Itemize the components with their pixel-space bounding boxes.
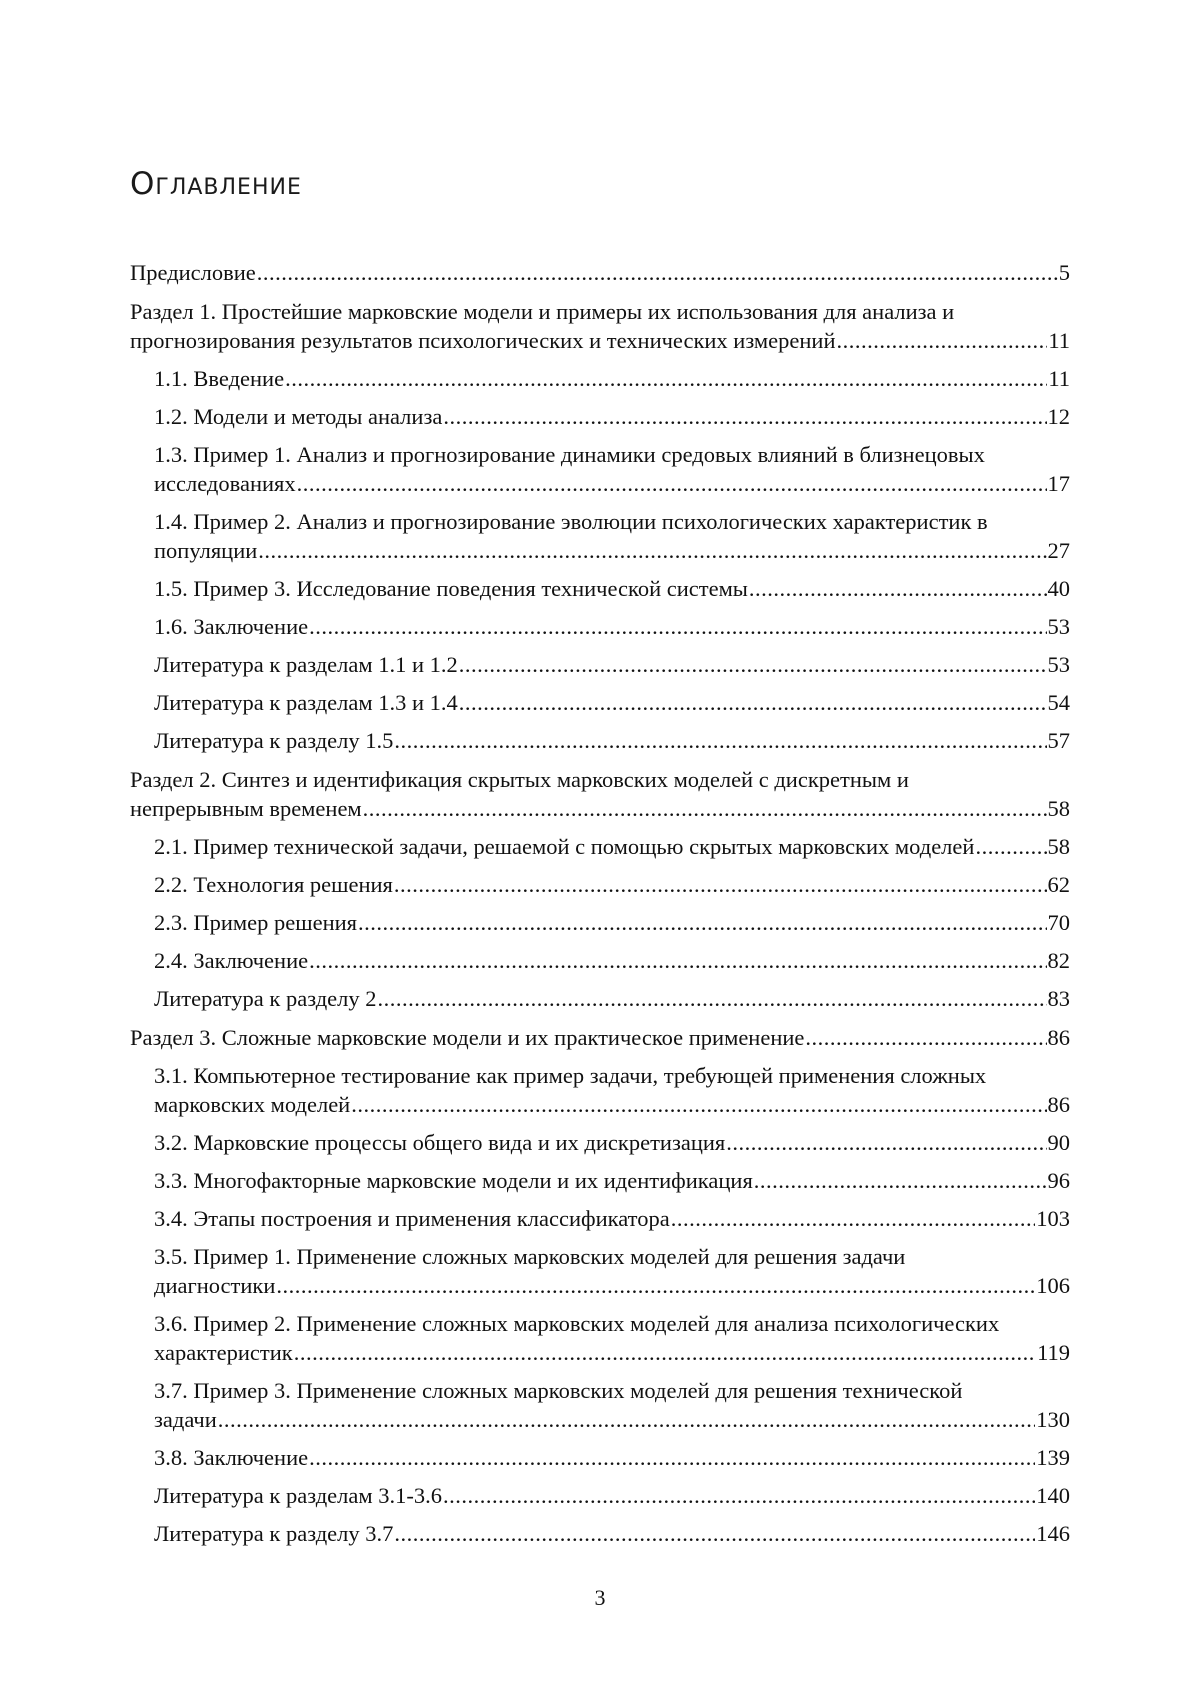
toc-subsection-entry[interactable] xyxy=(130,1309,1070,1367)
dot-leader xyxy=(218,1405,1035,1434)
toc-subsection-entry[interactable] xyxy=(130,364,1070,393)
toc-subsection-entry[interactable] xyxy=(130,1128,1070,1157)
toc-entry-row xyxy=(154,1271,1070,1300)
dot-leader xyxy=(257,258,1058,287)
toc-entry-row xyxy=(154,536,1070,565)
toc-entry-title: 1.1. Введение xyxy=(154,366,285,391)
toc-page-number: 11 xyxy=(1048,366,1070,391)
toc-entry-row xyxy=(154,402,1070,431)
toc-entry-title-line: Раздел 1. Простейшие марковские модели и примеры их использования для анализа и xyxy=(130,299,955,324)
toc-page-number: 57 xyxy=(1047,728,1070,753)
toc-entry-row xyxy=(154,1166,1070,1195)
toc-page-number: 5 xyxy=(1058,260,1070,285)
dot-leader xyxy=(394,1519,1035,1548)
dot-leader xyxy=(443,1481,1035,1510)
toc-subsection-entry[interactable] xyxy=(130,440,1070,498)
toc-section-entry[interactable] xyxy=(130,1023,1070,1052)
toc-subsection-entry[interactable] xyxy=(130,574,1070,603)
toc-entry-title: Предисловие xyxy=(130,260,256,285)
toc-subsection-entry[interactable] xyxy=(130,1481,1070,1510)
toc-entry-title: 2.4. Заключение xyxy=(154,948,309,973)
toc-subsection-entry[interactable] xyxy=(130,1376,1070,1434)
toc-subsection-entry[interactable] xyxy=(130,832,1070,861)
dot-leader xyxy=(351,1090,1046,1119)
dot-leader xyxy=(294,1338,1036,1367)
toc-page-number: 96 xyxy=(1047,1168,1070,1193)
toc-entry-row xyxy=(154,469,1070,498)
dot-leader xyxy=(726,1128,1046,1157)
toc-subsection-entry[interactable] xyxy=(130,726,1070,755)
toc-page-number: 82 xyxy=(1047,948,1070,973)
dot-leader xyxy=(297,469,1047,498)
toc-entry-title: 1.2. Модели и методы анализа xyxy=(154,404,443,429)
toc-entry-title: популяции xyxy=(154,538,258,563)
toc-entry-title: марковских моделей xyxy=(154,1092,351,1117)
toc-page-number: 83 xyxy=(1047,986,1070,1011)
toc-entry-row xyxy=(154,832,1070,861)
dot-leader xyxy=(309,612,1046,641)
toc-subsection-entry[interactable] xyxy=(130,870,1070,899)
toc-page-number: 70 xyxy=(1047,910,1070,935)
toc-entry-title: 2.2. Технология решения xyxy=(154,872,393,897)
page-number: 3 xyxy=(594,1585,606,1610)
toc-entry-row xyxy=(154,1338,1070,1367)
toc-page-number: 40 xyxy=(1047,576,1070,601)
toc-entry-row xyxy=(154,364,1070,393)
toc-subsection-entry[interactable] xyxy=(130,908,1070,937)
toc-entry-row xyxy=(130,326,1070,355)
toc-subsection-entry[interactable] xyxy=(130,507,1070,565)
toc-page-number: 106 xyxy=(1036,1273,1070,1298)
toc-page-number: 54 xyxy=(1047,690,1070,715)
toc-entry-row xyxy=(154,946,1070,975)
toc-entry-title: прогнозирования результатов психологических и технических измерений xyxy=(130,328,836,353)
toc-entry-row xyxy=(154,908,1070,937)
toc-entry-title: 2.1. Пример технической задачи, решаемой с помощью скрытых марковских моделей xyxy=(154,834,975,859)
toc-subsection-entry[interactable] xyxy=(130,612,1070,641)
toc-entry-title: Раздел 3. Сложные марковские модели и их практическое применение xyxy=(130,1025,805,1050)
toc-entry-row xyxy=(154,1519,1070,1548)
toc-page-number: 62 xyxy=(1047,872,1070,897)
toc-page-number: 103 xyxy=(1036,1206,1070,1231)
dot-leader xyxy=(258,536,1046,565)
toc-page-number: 86 xyxy=(1047,1092,1070,1117)
toc-entry-title-line: 1.3. Пример 1. Анализ и прогнозирование динамики средовых влияний в близнецовых xyxy=(154,442,985,467)
toc-page-number: 140 xyxy=(1036,1483,1070,1508)
toc-subsection-entry[interactable] xyxy=(130,1166,1070,1195)
toc-subsection-entry[interactable] xyxy=(130,688,1070,717)
toc-entry-row xyxy=(154,1443,1070,1472)
toc-entry-row xyxy=(154,1090,1070,1119)
toc-entry-title-line: 3.1. Компьютерное тестирование как пример задачи, требующей применения сложных xyxy=(154,1063,987,1088)
toc-section-entry[interactable] xyxy=(130,258,1070,287)
toc-subsection-entry[interactable] xyxy=(130,1204,1070,1233)
dot-leader xyxy=(309,1443,1035,1472)
toc-entry-title: непрерывным временем xyxy=(130,796,362,821)
toc-entry-title: Литература к разделу 2 xyxy=(154,986,377,1011)
toc-entry-title: характеристик xyxy=(154,1340,293,1365)
dot-leader xyxy=(749,574,1047,603)
toc-entry-title: 3.3. Многофакторные марковские модели и их идентификация xyxy=(154,1168,753,1193)
dot-leader xyxy=(363,794,1047,823)
toc-entry-row xyxy=(154,612,1070,641)
toc-subsection-entry[interactable] xyxy=(130,1061,1070,1119)
page-title: Оглавление xyxy=(130,166,302,202)
dot-leader xyxy=(394,726,1046,755)
toc-entry-title: Литература к разделу 3.7 xyxy=(154,1521,394,1546)
dot-leader xyxy=(459,650,1047,679)
toc-entry-title: диагностики xyxy=(154,1273,276,1298)
toc-subsection-entry[interactable] xyxy=(130,1519,1070,1548)
toc-page-number: 90 xyxy=(1047,1130,1070,1155)
toc-page-number: 27 xyxy=(1047,538,1070,563)
toc-page-number: 17 xyxy=(1047,471,1070,496)
toc-section-entry[interactable] xyxy=(130,765,1070,823)
toc-subsection-entry[interactable] xyxy=(130,402,1070,431)
toc-entry-title: 1.5. Пример 3. Исследование поведения технической системы xyxy=(154,576,748,601)
toc-page-number: 53 xyxy=(1047,652,1070,677)
toc-subsection-entry[interactable] xyxy=(130,984,1070,1013)
dot-leader xyxy=(309,946,1046,975)
toc-page-number: 86 xyxy=(1047,1025,1070,1050)
toc-entry-title-line: 3.5. Пример 1. Применение сложных марковских моделей для решения задачи xyxy=(154,1244,906,1269)
toc-entry-title: 2.3. Пример решения xyxy=(154,910,357,935)
dot-leader xyxy=(276,1271,1035,1300)
toc-entry-title: Литература к разделам 1.3 и 1.4 xyxy=(154,690,458,715)
toc-entry-title: 1.6. Заключение xyxy=(154,614,309,639)
toc-page-number: 11 xyxy=(1048,328,1070,353)
toc-entry-title-line: 3.6. Пример 2. Применение сложных марковских моделей для анализа психологических xyxy=(154,1311,1000,1336)
dot-leader xyxy=(285,364,1047,393)
dot-leader xyxy=(671,1204,1036,1233)
dot-leader xyxy=(837,326,1048,355)
toc-entry-title: 3.4. Этапы построения и применения классификатора xyxy=(154,1206,670,1231)
toc-page-number: 130 xyxy=(1036,1407,1070,1432)
dot-leader xyxy=(975,832,1046,861)
toc-entry-title-line: 1.4. Пример 2. Анализ и прогнозирование эволюции психологических характеристик в xyxy=(154,509,988,534)
toc-page-number: 58 xyxy=(1047,834,1070,859)
dot-leader xyxy=(358,908,1047,937)
dot-leader xyxy=(754,1166,1047,1195)
toc-entry-row xyxy=(154,688,1070,717)
toc-entry-title-line: 3.7. Пример 3. Применение сложных марковских моделей для решения технической xyxy=(154,1378,963,1403)
toc-entry-title: 3.2. Марковские процессы общего вида и их дискретизация xyxy=(154,1130,726,1155)
toc-entry-title: исследованиях xyxy=(154,471,296,496)
dot-leader xyxy=(443,402,1046,431)
toc-entry-row xyxy=(130,1023,1070,1052)
toc-entry-row xyxy=(154,726,1070,755)
toc-subsection-entry[interactable] xyxy=(130,1242,1070,1300)
table-of-contents xyxy=(130,258,1070,1548)
toc-page-number: 119 xyxy=(1037,1340,1070,1365)
toc-entry-row xyxy=(154,650,1070,679)
toc-page-number: 139 xyxy=(1036,1445,1070,1470)
toc-entry-row xyxy=(130,258,1070,287)
toc-entry-title: Литература к разделам 3.1-3.6 xyxy=(154,1483,442,1508)
dot-leader xyxy=(377,984,1046,1013)
toc-entry-row xyxy=(154,1128,1070,1157)
toc-section-entry[interactable] xyxy=(130,297,1070,355)
toc-subsection-entry[interactable] xyxy=(130,1443,1070,1472)
toc-subsection-entry[interactable] xyxy=(130,650,1070,679)
toc-entry-title: задачи xyxy=(154,1407,217,1432)
toc-entry-row xyxy=(130,794,1070,823)
toc-page-number: 146 xyxy=(1036,1521,1070,1546)
toc-entry-row xyxy=(154,574,1070,603)
toc-entry-row xyxy=(154,1405,1070,1434)
toc-subsection-entry[interactable] xyxy=(130,946,1070,975)
toc-entry-title: Литература к разделам 1.1 и 1.2 xyxy=(154,652,458,677)
toc-page-number: 12 xyxy=(1047,404,1070,429)
toc-entry-row xyxy=(154,1204,1070,1233)
dot-leader xyxy=(394,870,1047,899)
toc-entry-row xyxy=(154,984,1070,1013)
toc-entry-title: 3.8. Заключение xyxy=(154,1445,309,1470)
toc-entry-row xyxy=(154,1481,1070,1510)
toc-page-number: 58 xyxy=(1047,796,1070,821)
dot-leader xyxy=(459,688,1047,717)
toc-page-number: 53 xyxy=(1047,614,1070,639)
toc-entry-row xyxy=(154,870,1070,899)
dot-leader xyxy=(805,1023,1046,1052)
toc-entry-title-line: Раздел 2. Синтез и идентификация скрытых марковских моделей с дискретным и xyxy=(130,767,909,792)
toc-entry-title: Литература к разделу 1.5 xyxy=(154,728,394,753)
